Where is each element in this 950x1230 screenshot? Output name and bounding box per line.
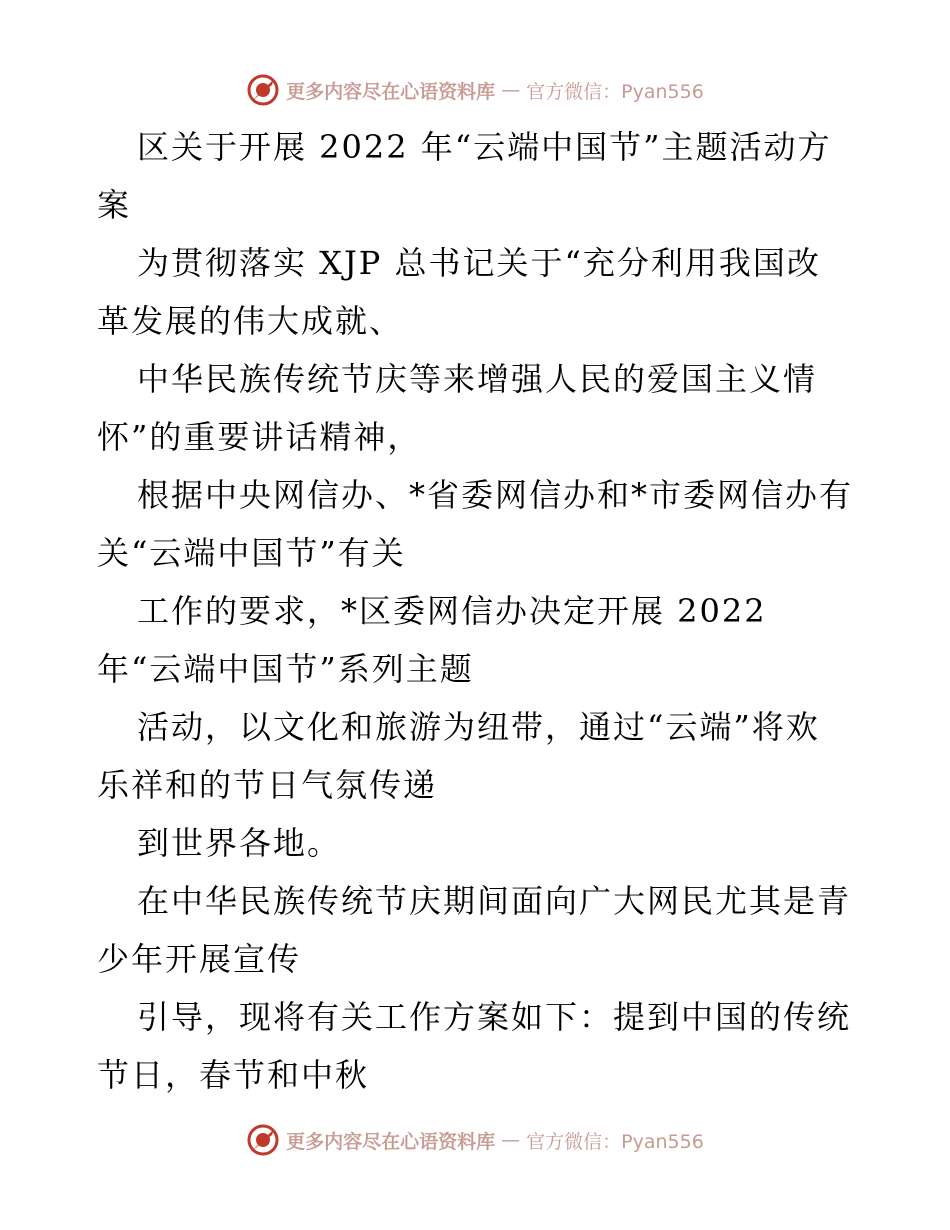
logo-icon [246,1123,280,1157]
logo-icon [246,73,280,107]
paragraph-line: 怀”的重要讲话精神， [97,418,422,456]
paragraph-line: 年“云端中国节”系列主题 [97,650,474,688]
header-banner [0,70,950,110]
paragraph-line: 到世界各地。 [137,824,342,862]
paragraph-line: 活动，以文化和旅游为纽带，通过“云端”将欢 [137,708,820,746]
paragraph-line: 关“云端中国节”有关 [97,534,406,572]
banner-text: 更多内容尽在心语资料库 [286,80,496,103]
document-body [97,118,857,1104]
banner-dash: — [501,79,521,101]
paragraph-line: 在中华民族传统节庆期间面向广大网民尤其是青 [137,882,852,920]
paragraph-line: 区关于开展 2022 年“云端中国节”主题活动方 [137,128,832,166]
paragraph-line: 工作的要求，*区委网信办决定开展 2022 [137,592,767,630]
footer-banner [0,1120,950,1160]
paragraph-line: 少年开展宣传 [97,940,302,978]
paragraph-line: 为贯彻落实 XJP 总书记关于“充分利用我国改 [137,244,821,282]
paragraph-line: 节日，春节和中秋 [97,1056,370,1094]
banner-dash: — [501,1129,521,1151]
paragraph-line: 中华民族传统节庆等来增强人民的爱国主义情 [137,360,818,398]
banner-text: 更多内容尽在心语资料库 [286,1130,496,1153]
paragraph-line: 案 [97,186,132,224]
paragraph-line: 根据中央网信办、*省委网信办和*市委网信办有 [137,476,854,514]
banner-wechat: 官方微信：Pyan556 [526,80,704,103]
banner-wechat: 官方微信：Pyan556 [526,1130,704,1153]
paragraph-line: 革发展的伟大成就、 [97,302,404,340]
paragraph-line: 引导，现将有关工作方案如下：提到中国的传统 [137,998,852,1036]
paragraph-line: 乐祥和的节日气氛传递 [97,766,438,804]
